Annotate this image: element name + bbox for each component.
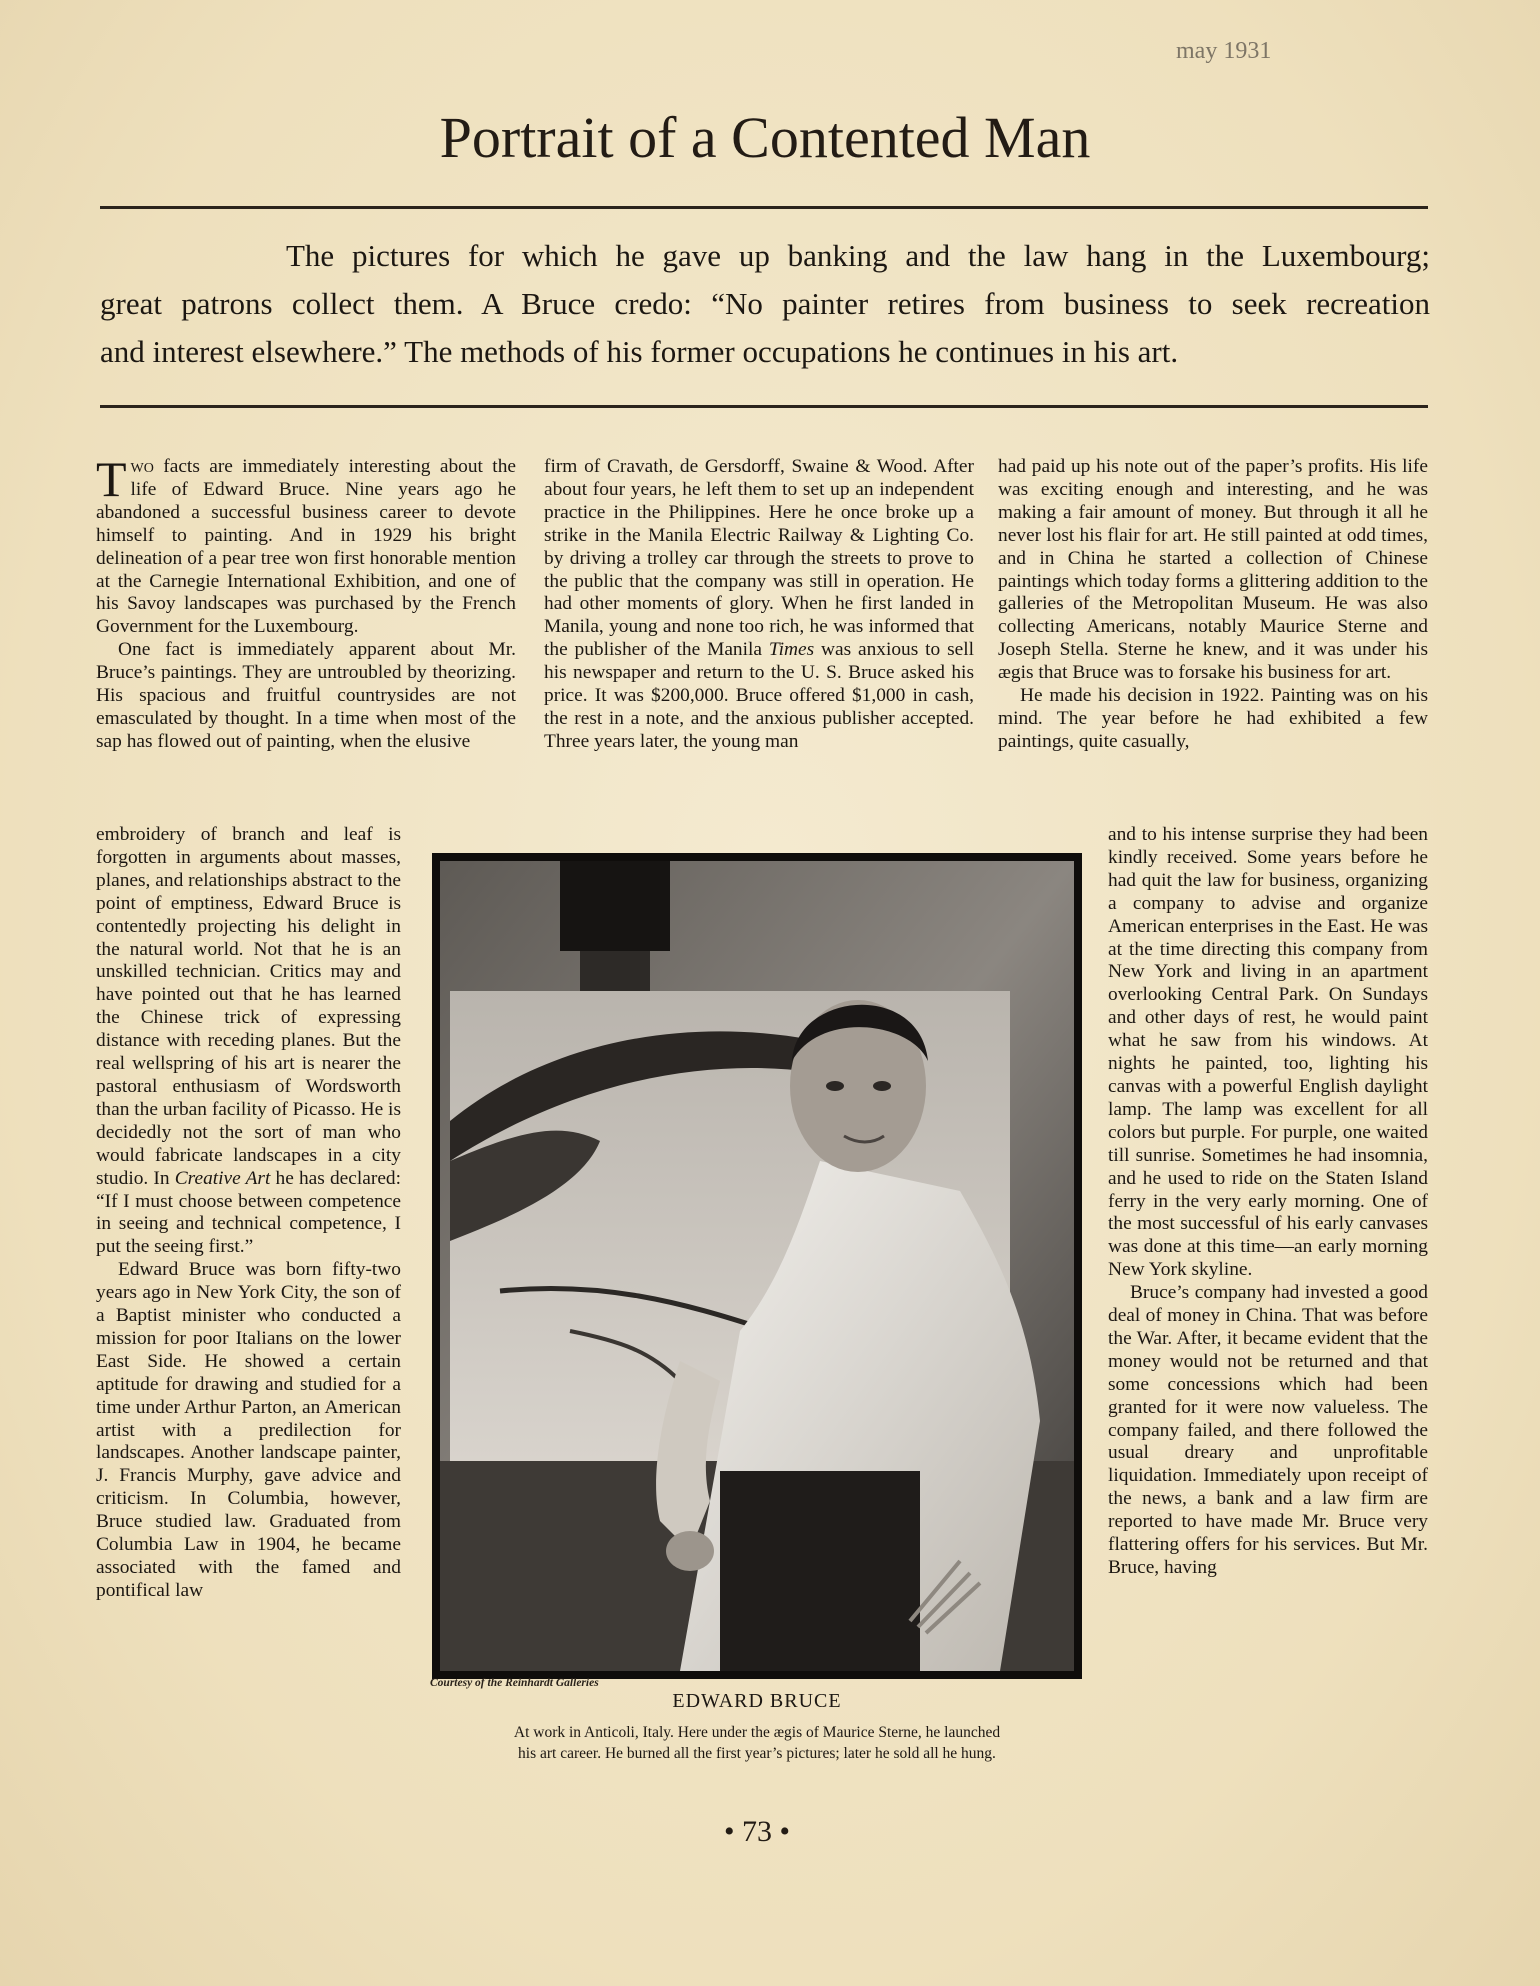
publication-name: Creative Art (174, 1167, 271, 1189)
paragraph (96, 824, 401, 1259)
top-rule (100, 206, 1428, 209)
column-1-top (96, 451, 516, 754)
column-3-bottom (1108, 824, 1428, 1580)
column-2 (544, 456, 974, 754)
paragraph (544, 456, 974, 754)
bottom-rule (100, 405, 1428, 408)
issue-date: may 1931 (1176, 38, 1272, 64)
portrait-photo (440, 861, 1074, 1671)
column-3-top (998, 456, 1428, 754)
paragraph: had paid up his note out of the paper’s profits. His life was exciting enough and interesting, and he was making a fair amount of money. But through it all he never lost his flair for art. He still painted at odd times, and in China he started a collection of Chinese paintings which today forms a glittering addition to the galleries of the Metropolitan Museum. He was also collecting Americans, notably Maurice Sterne and Joseph Stella. Sterne he knew, and it was under his ægis that Bruce was to forsake his business for art. (998, 456, 1428, 684)
deck-line: and interest elsewhere.” The methods of his former occupations he continues in his art. (100, 334, 1179, 369)
photo-caption-name: EDWARD BRUCE (672, 1690, 842, 1712)
deck-line: The pictures for which he gave up banking and the law hang in the Luxembourg; (286, 238, 1430, 273)
paragraph (96, 451, 516, 639)
publication-name: Times (768, 639, 815, 661)
photo-frame (432, 853, 1082, 1679)
column-1-bottom (96, 824, 401, 1603)
article-title: Portrait of a Contented Man (439, 105, 1091, 170)
paragraph-text: was anxious to sell his newspaper and return to the U. S. Bruce asked his price. It was $200,000. Bruce offered $1,000 in cash, the rest in a note, and the anxious publisher accepted. Three years later, the young man (544, 639, 974, 752)
paragraph: Bruce’s company had invested a good deal of money in China. That was before the War. After, it became evident that the money would not be returned and that some concessions which had been granted for it were now valueless. The company failed, and there followed the usual dreary and unprofitable liquidation. Immediately upon receipt of the news, a bank and a law firm are reported to have made Mr. Bruce very flattering offers for his services. But Mr. Bruce, having (1108, 1282, 1428, 1578)
paragraph: Edward Bruce was born fifty-two years ago in New York City, the son of a Baptist minister who conducted a mission for poor Italians on the lower East Side. He showed a certain aptitude for drawing and studied for a time under Arthur Parton, an American artist with a predilection for landscapes. Another landscape painter, J. Francis Murphy, gave advice and criticism. In Columbia, however, Bruce studied law. Graduated from Columbia Law in 1904, he became associated with the famed and pontifical law (96, 1259, 401, 1601)
dark-trousers (720, 1471, 920, 1671)
article-deck (100, 232, 1430, 376)
caption-line: At work in Anticoli, Italy. Here under the ægis of Maurice Sterne, he launched (513, 1724, 1001, 1741)
paragraph: He made his decision in 1922. Painting was on his mind. The year before he had exhibited a few paintings, quite casually, (998, 685, 1428, 752)
page-number: • 73 • (723, 1815, 790, 1848)
caption-line: his art career. He burned all the first year’s pictures; later he sold all he hung. (518, 1745, 996, 1762)
paragraph-text: firm of Cravath, de Gersdorff, Swaine & Wood. After about four years, he left them to set up an independent practice in the Philippines. Here he once broke up a strike in the Manila Electric Railway & Lighting Co. by driving a trolley car through the streets to prove to the public that the company was still in operation. He had other moments of glory. When he first landed in Manila, young and none too rich, he was informed that the publisher of the Manila (544, 456, 974, 661)
easel-top (560, 861, 670, 951)
paragraph-text: he has declared: “If I must choose between competence in seeing and technical competence, I put the seeing first.” (96, 1167, 402, 1258)
photo-caption (434, 1722, 1080, 1764)
paragraph-text: embroidery of branch and leaf is forgotten in arguments about masses, planes, and relationships abstract to the point of emptiness, Edward Bruce is contentedly projecting his delight in the natural world. Not that he is an unskilled technician. Critics may and have pointed out that he has learned the Chinese trick of expressing distance with receding planes. But the real wellspring of his art is nearer the pastoral enthusiasm of Wordsworth than the urban facility of Picasso. He is decidedly not the sort of man who would fabricate landscapes in a city studio. In (96, 824, 401, 1189)
drop-cap: T (96, 451, 127, 507)
paragraph: and to his intense surprise they had been kindly received. Some years before he had quit the law for business, organizing a company to advise and organize American enterprises in the East. He was at the time directing this company from New York and living in an apartment overlooking Central Park. On Sundays and other days of rest, he would paint what he saw from his windows. At nights he painted, too, lighting his canvas with a powerful English daylight lamp. The lamp was excellent for all colors but purple. For purple, one waited till sunrise. Sometimes he had insomnia, and he used to ride on the Staten Island ferry in the very early morning. One of the most successful of his early canvases was done at this time—an early morning New York skyline. (1108, 824, 1428, 1281)
paragraph: One fact is immediately apparent about Mr. Bruce’s paintings. They are untroubled by theorizing. His spacious and fruitful countrysides are not emasculated by thought. In a time when most of the sap has flowed out of painting, when the elusive (96, 639, 516, 752)
deck-line: great patrons collect them. A Bruce credo: “No painter retires from business to seek recreation (100, 286, 1430, 321)
small-caps-lead: wo (130, 456, 154, 477)
paragraph-text: facts are immediately interesting about the life of Edward Bruce. Nine years ago he abandoned a successful business career to devote himself to painting. And in 1929 his bright delineation of a pear tree won first honorable mention at the Carnegie International Exhibition, and one of his Savoy landscapes was purchased by the French Government for the Luxembourg. (96, 456, 516, 638)
photo-credit: Courtesy of the Reinhardt Galleries (430, 1677, 599, 1689)
hand (666, 1531, 714, 1571)
